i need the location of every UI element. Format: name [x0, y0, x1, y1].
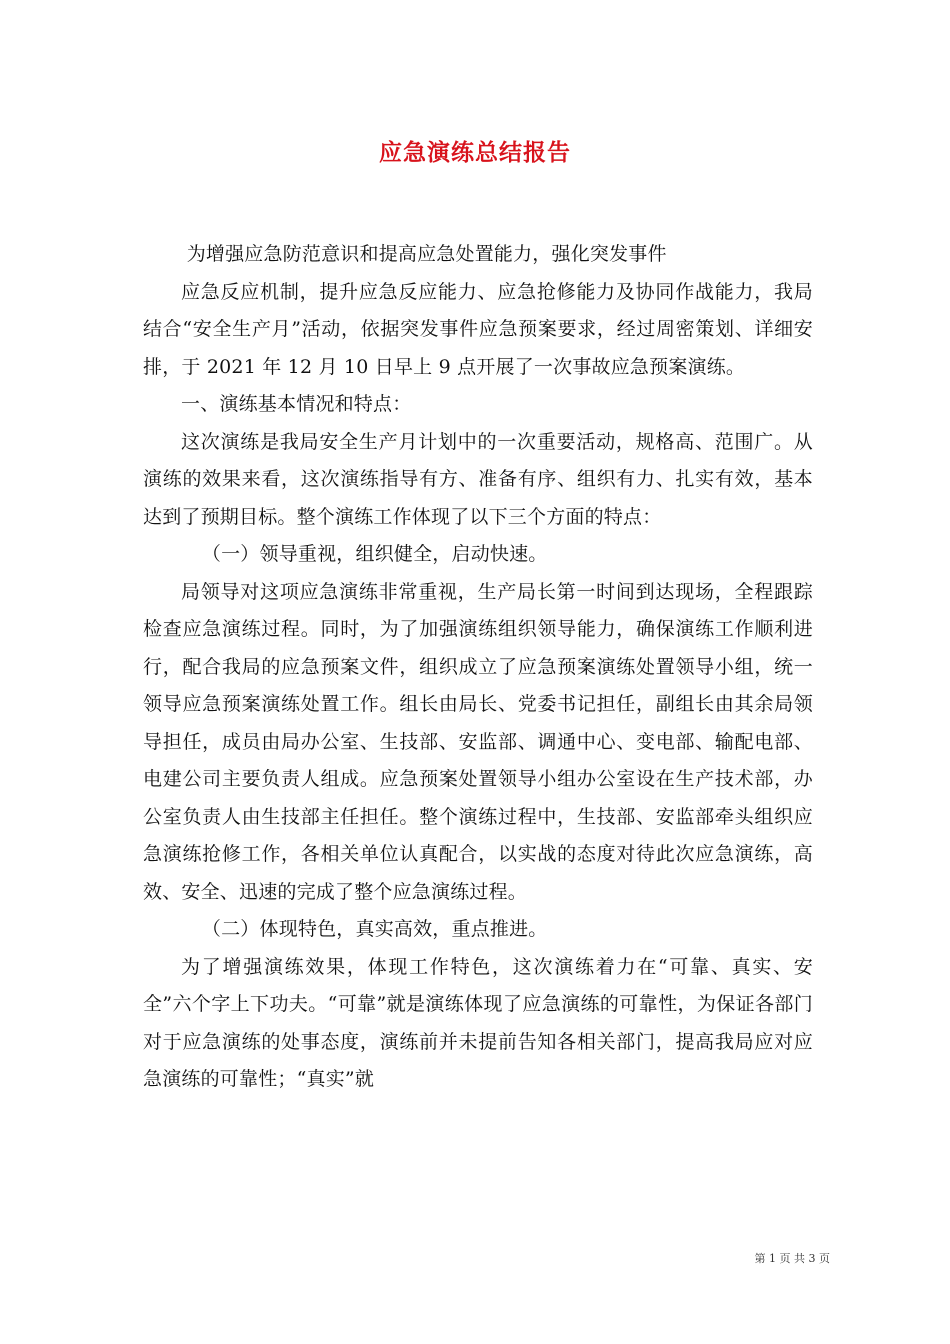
paragraph-intro: 为增强应急防范意识和提高应急处置能力，强化突发事件 — [186, 243, 667, 265]
page-number: 第 1 页 共 3 页 — [754, 1252, 830, 1265]
document-body — [143, 236, 813, 1099]
subheading-1: （一）领导重视，组织健全，启动快速。 — [201, 543, 548, 565]
paragraph-overview: 这次演练是我局安全生产月计划中的一次重要活动，规格高、范围广。从演练的效果来看，这次演练指导有方、准备有序、组织有力、扎实有效，基本达到了预期目标。整个演练工作体现了以下三个方面的特点： — [143, 430, 813, 528]
subheading-2: （二）体现特色，真实高效，重点推进。 — [201, 918, 548, 940]
paragraph-leadership: 局领导对这项应急演练非常重视，生产局长第一时间到达现场，全程跟踪检查应急演练过程。同时，为了加强演练组织领导能力，确保演练工作顺利进行，配合我局的应急预案文件，组织成立了应急预案演练处置领导小组，统一领导应急预案演练处置工作。组长由局长、党委书记担任，副组长由其余局领导担任，成员由局办公室、生技部、安监部、调通中心、变电部、输配电部、电建公司主要负责人组成。应急预案处置领导小组办公室设在生产技术部，办公室负责人由生技部主任担任。整个演练过程中，生技部、安监部牵头组织应急演练抢修工作，各相关单位认真配合，以实战的态度对待此次应急演练，高效、安全、迅速的完成了整个应急演练过程。 — [143, 580, 813, 903]
paragraph-features: 为了增强演练效果，体现工作特色，这次演练着力在“可靠、真实、安全”六个字上下功夫。“可靠”就是演练体现了应急演练的可靠性，为保证各部门对于应急演练的处事态度，演练前并未提前告知各相关部门，提高我局应对应急演练的可靠性；“真实”就 — [143, 955, 813, 1090]
paragraph-background: 应急反应机制，提升应急反应能力、应急抢修能力及协同作战能力，我局结合“安全生产月”活动，依据突发事件应急预案要求，经过周密策划、详细安排，于 2021 年 12 月 10 日早上 9 点开展了一次事故应急预案演练。 — [143, 280, 813, 378]
document-title: 应急演练总结报告 — [379, 139, 571, 166]
section-heading-1: 一、演练基本情况和特点： — [181, 393, 412, 415]
